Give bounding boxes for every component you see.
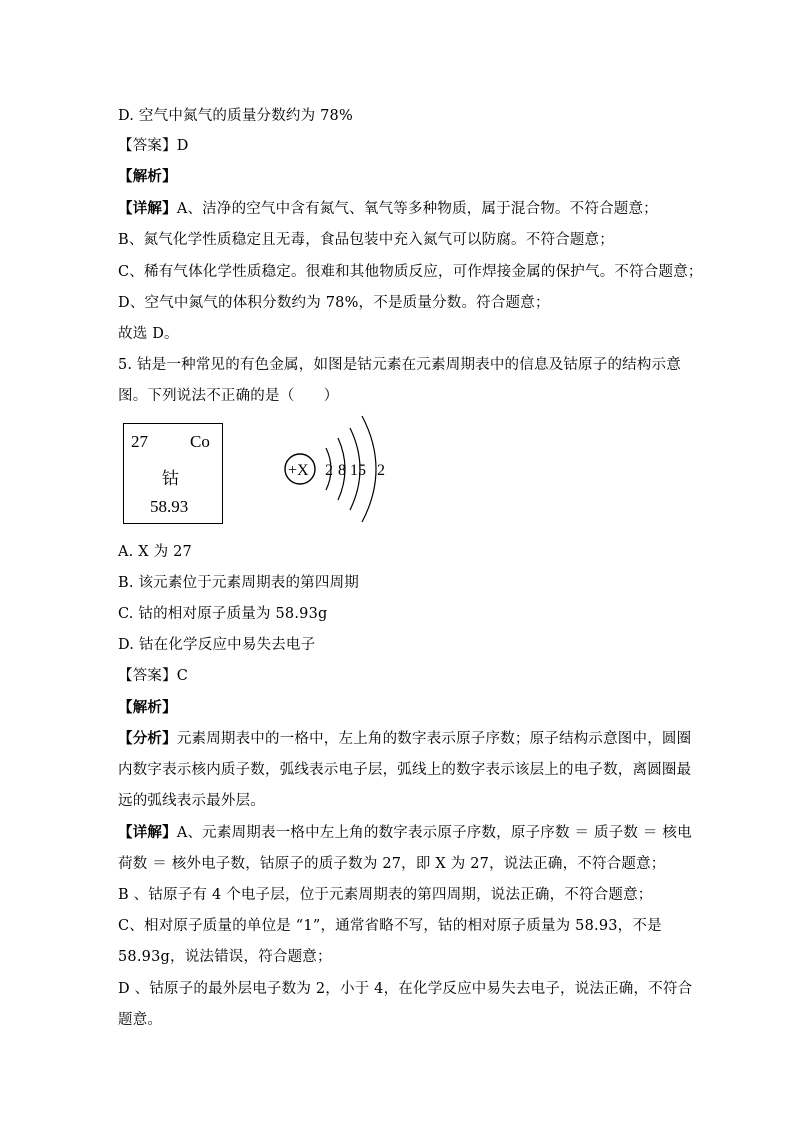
atomic-mass: 58.93 xyxy=(150,497,189,516)
option-d: D. 钴在化学反应中易失去电子 xyxy=(118,637,316,653)
option-a: A. X 为 27 xyxy=(118,544,192,560)
detail-tag: 【详解】 xyxy=(118,824,177,841)
analysis-line-1 xyxy=(118,727,691,748)
option-c: C. 钴的相对原子质量为 58.93g xyxy=(118,606,328,622)
line-option-d-prev: D. 空气中氮气的质量分数约为 78% xyxy=(118,108,353,124)
detail-text: A、洁净的空气中含有氮气、氧气等多种物质，属于混合物。不符合题意； xyxy=(176,201,658,217)
element-cell xyxy=(123,423,223,524)
detail-tag: 【详解】 xyxy=(118,200,177,217)
shell-electrons-2: 8 xyxy=(338,462,346,479)
analysis-tag: 【分析】 xyxy=(118,730,177,747)
shell-electrons-3: 15 xyxy=(350,462,366,479)
question-5-line-1: 5. 钴是一种常见的有色金属，如图是钴元素在元素周期表中的信息及钴原子的结构示意 xyxy=(118,357,681,373)
answer-label: 【答案】C xyxy=(118,668,189,684)
question-5-line-2: 图。下列说法不正确的是（ ） xyxy=(118,388,339,404)
analysis-line-2: 内数字表示核内质子数，弧线表示电子层，弧线上的数字表示该层上的电子数，离圆圈最 xyxy=(118,762,692,778)
shell-electrons-1: 2 xyxy=(325,462,333,479)
answer-label-prev: 【答案】D xyxy=(118,138,189,154)
analysis-text: 元素周期表中的一格中，左上角的数字表示原子序数；原子结构示意图中，圆圈 xyxy=(176,731,692,747)
analysis-line-3: 远的弧线表示最外层。 xyxy=(118,793,265,809)
option-b: B. 该元素位于元素周期表的第四周期 xyxy=(118,575,359,591)
shell-electrons-4: 2 xyxy=(377,462,385,479)
analysis-label-prev: 【解析】 xyxy=(118,168,177,185)
detail-line-4: C、相对原子质量的单位是 “1”，通常省略不写，钴的相对原子质量为 58.93，不是 xyxy=(118,918,662,934)
detail-line-7: 题意。 xyxy=(118,1012,163,1028)
detail-line-b-prev: B、氮气化学性质稳定且无毒，食品包装中充入氮气可以防腐。不符合题意； xyxy=(118,232,614,248)
choose-d-line: 故选 D。 xyxy=(118,326,179,342)
detail-line-1 xyxy=(118,821,692,842)
element-name: 钴 xyxy=(162,469,179,488)
detail-text: A、元素周期表一格中左上角的数字表示原子序数，原子序数 ＝ 质子数 ＝ 核电 xyxy=(176,825,692,841)
element-symbol: Co xyxy=(190,432,210,451)
detail-line-d-prev: D、空气中氮气的体积分数约为 78%，不是质量分数。符合题意； xyxy=(118,295,550,311)
analysis-label: 【解析】 xyxy=(118,699,177,716)
detail-line-a-prev xyxy=(118,197,658,218)
detail-line-5: 58.93g，说法错误，符合题意； xyxy=(118,949,332,965)
detail-line-6: D 、钴原子的最外层电子数为 2，小于 4，在化学反应中易失去电子，说法正确，不符合 xyxy=(118,981,693,997)
atomic-number: 27 xyxy=(131,432,148,451)
nucleus-label: +X xyxy=(288,462,309,479)
detail-line-2: 荷数 ＝ 核外电子数，钴原子的质子数为 27，即 X 为 27，说法正确，不符合题意； xyxy=(118,856,666,872)
detail-line-3: B 、钴原子有 4 个电子层，位于元素周期表的第四周期，说法正确，不符合题意； xyxy=(118,887,653,903)
atom-structure-diagram xyxy=(280,408,400,528)
detail-line-c-prev: C、稀有气体化学性质稳定。很难和其他物质反应，可作焊接金属的保护气。不符合题意； xyxy=(118,264,703,280)
